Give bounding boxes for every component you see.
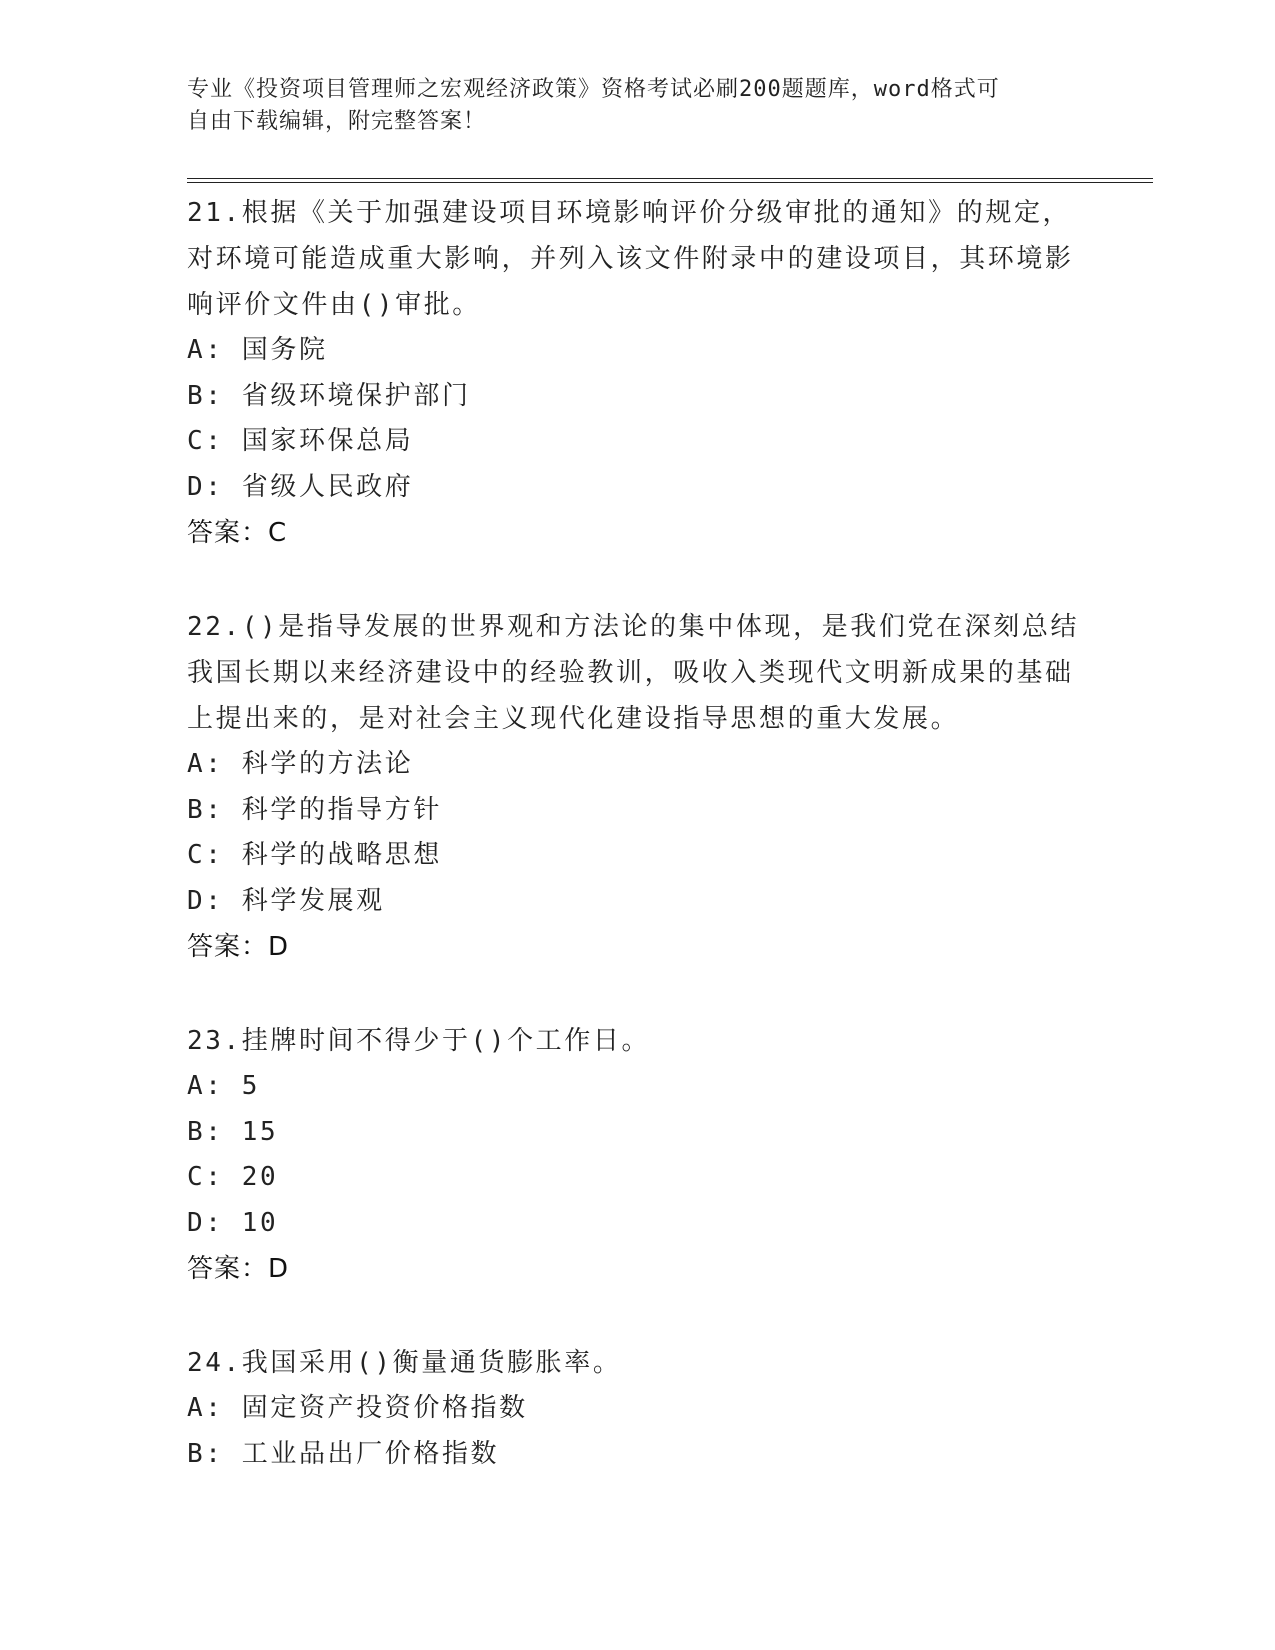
document-header — [187, 74, 1087, 138]
option-a: A: 国务院 — [187, 335, 328, 365]
answer-line: 答案：D — [187, 1254, 290, 1284]
option-b: B: 工业品出厂价格指数 — [187, 1438, 500, 1469]
question-22 — [187, 604, 1087, 970]
option-c: C: 科学的战略思想 — [187, 840, 442, 870]
question-stem: 21.根据《关于加强建设项目环境影响评价分级审批的通知》的规定，对环境可能造成重大影响，并列入该文件附录中的建设项目，其环境影响评价文件由()审批。 — [187, 198, 1074, 320]
header-divider-top — [187, 178, 1153, 179]
option-a: A: 固定资产投资价格指数 — [187, 1393, 528, 1423]
question-24 — [187, 1340, 1087, 1477]
question-stem: 22.()是指导发展的世界观和方法论的集中体现，是我们党在深刻总结我国长期以来经济建设中的经验教训，吸收入类现代文明新成果的基础上提出来的，是对社会主义现代化建设指导思想的重大发展。 — [187, 612, 1080, 734]
answer-line: 答案：C — [187, 518, 288, 548]
option-d: D: 10 — [187, 1207, 279, 1238]
question-list — [187, 190, 1087, 1525]
question-stem: 23.挂牌时间不得少于()个工作日。 — [187, 1026, 651, 1056]
answer-line: 答案：D — [187, 932, 290, 962]
option-c: C: 20 — [187, 1162, 279, 1192]
option-d: D: 科学发展观 — [187, 885, 385, 916]
option-b: B: 省级环境保护部门 — [187, 380, 471, 411]
option-a: A: 科学的方法论 — [187, 749, 414, 779]
option-b: B: 科学的指导方针 — [187, 794, 442, 825]
option-a: A: 5 — [187, 1071, 261, 1101]
question-stem: 24.我国采用()衡量通货膨胀率。 — [187, 1348, 622, 1378]
question-21 — [187, 190, 1087, 556]
header-line-2: 自由下载编辑，附完整答案！ — [187, 109, 487, 134]
option-c: C: 国家环保总局 — [187, 426, 414, 456]
option-d: D: 省级人民政府 — [187, 471, 414, 502]
option-b: B: 15 — [187, 1116, 279, 1147]
header-divider-bottom — [187, 182, 1153, 183]
header-line-1: 专业《投资项目管理师之宏观经济政策》资格考试必刷200题题库，word格式可 — [187, 77, 1000, 102]
question-23 — [187, 1018, 1087, 1292]
